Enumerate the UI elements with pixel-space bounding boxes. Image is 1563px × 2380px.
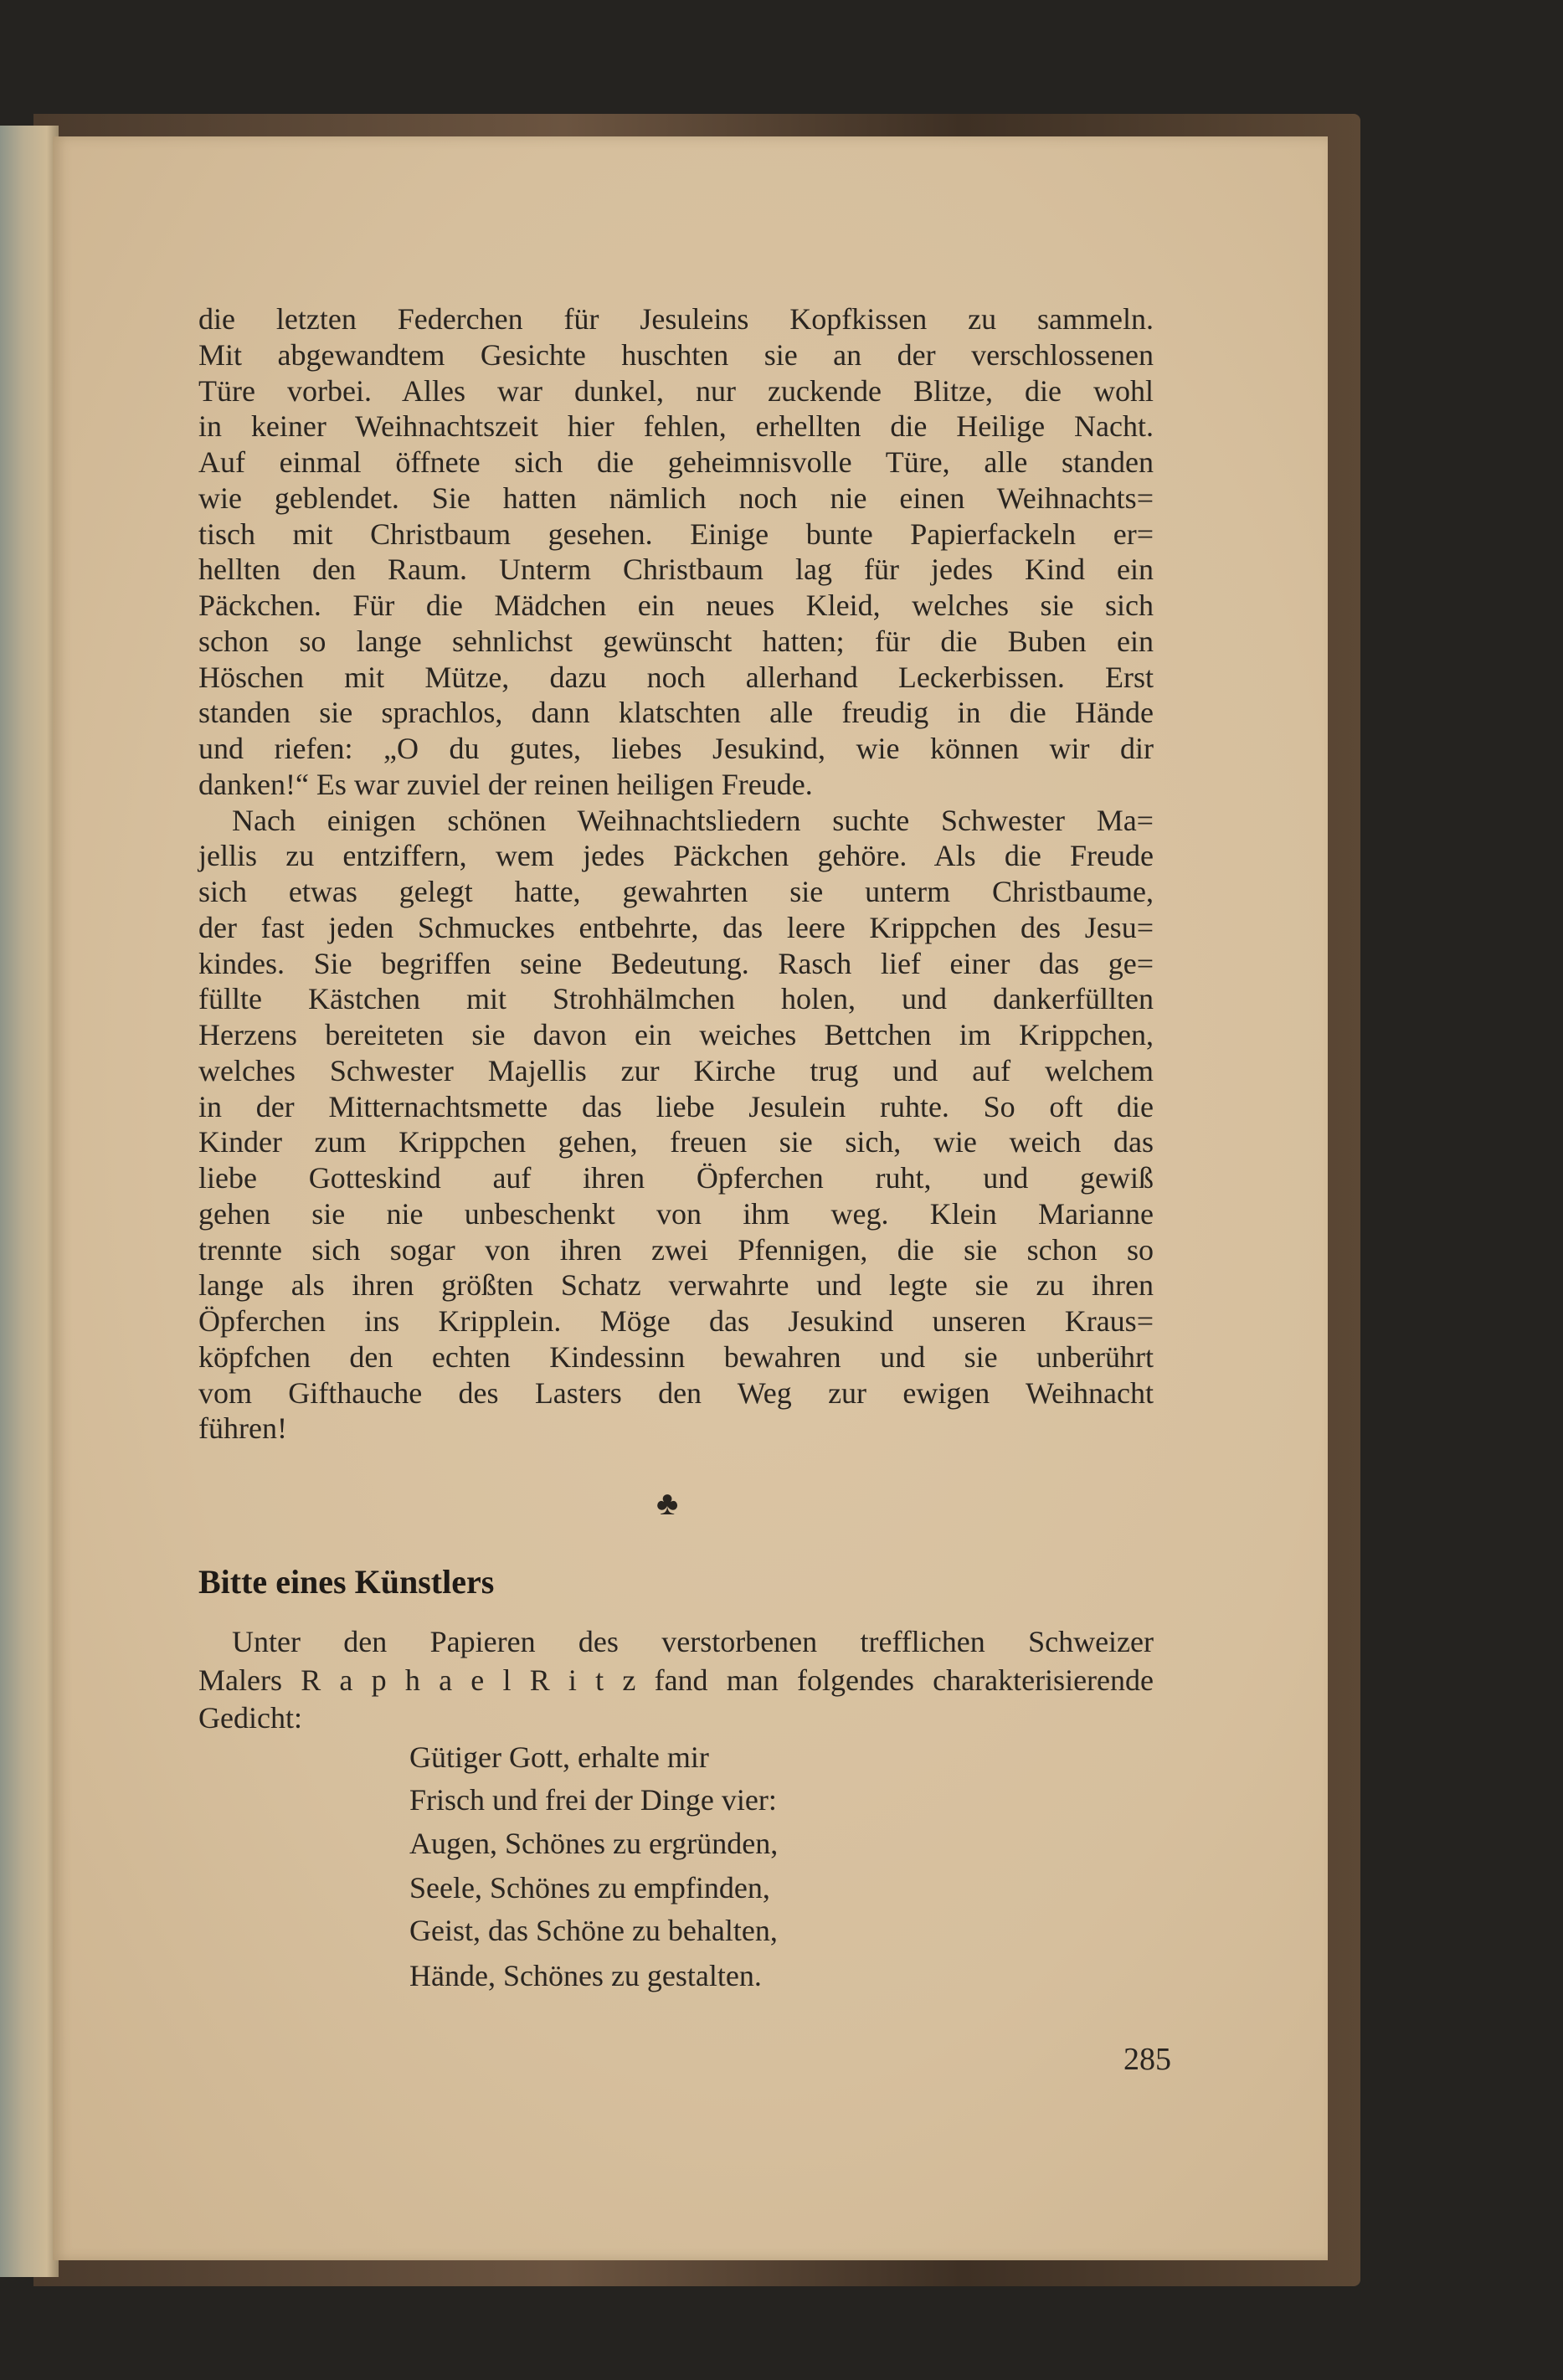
poem-line: Geist, das Schöne zu behalten, (409, 1914, 778, 1947)
text-line: liebe Gotteskind auf ihren Öpferchen ruht, und gewiß (198, 1161, 1154, 1195)
text-line: führen! (198, 1411, 287, 1446)
poem-line: Seele, Schönes zu empfinden, (409, 1871, 770, 1905)
text-line: Kinder zum Krippchen gehen, freuen sie sich, wie weich das (198, 1125, 1154, 1159)
text-line: füllte Kästchen mit Strohhälmchen holen, und dankerfüllten (198, 982, 1154, 1016)
text-line: Auf einmal öffnete sich die geheimnisvolle Türe, alle standen (198, 445, 1154, 479)
text-line: Öpferchen ins Kripplein. Möge das Jesukind unseren Kraus= (198, 1304, 1154, 1338)
text-line: Herzens bereiteten sie davon ein weiches Bettchen im Krippchen, (198, 1018, 1154, 1051)
text-line: danken!“ Es war zuviel der reinen heiligen Freude. (198, 767, 813, 801)
poem-line: Hände, Schönes zu gestalten. (409, 1959, 762, 1992)
text-line: Malers R a p h a e l R i t z fand man folgendes charakterisierende (198, 1663, 1154, 1697)
section-ornament: ♣ (656, 1484, 679, 1522)
section-heading: Bitte eines Künstlers (198, 1563, 495, 1601)
text-line: gehen sie nie unbeschenkt von ihm weg. Klein Marianne (198, 1196, 1154, 1231)
text-line: köpfchen den echten Kindessinn bewahren und sie unberührt (198, 1339, 1154, 1374)
text-line: der fast jeden Schmuckes entbehrte, das leere Krippchen des Jesu= (198, 910, 1154, 944)
poem-line: Gütiger Gott, erhalte mir (409, 1740, 709, 1774)
text-line: vom Gifthauche des Lasters den Weg zur ewigen Weihnacht (198, 1375, 1154, 1410)
text-line: welches Schwester Majellis zur Kirche trug und auf welchem (198, 1053, 1154, 1087)
text-line: standen sie sprachlos, dann klatschten alle freudig in die Hände (198, 696, 1154, 730)
text-line: wie geblendet. Sie hatten nämlich noch nie einen Weihnachts= (198, 481, 1154, 515)
poem-line: Frisch und frei der Dinge vier: (409, 1783, 777, 1817)
text-line: schon so lange sehnlichst gewünscht hatten; für die Buben ein (198, 624, 1154, 658)
text-line: Unter den Papieren des verstorbenen trefflichen Schweizer (232, 1625, 1154, 1658)
text-line: Türe vorbei. Alles war dunkel, nur zuckende Blitze, die wohl (198, 373, 1154, 408)
text-line: hellten den Raum. Unterm Christbaum lag für jedes Kind ein (198, 553, 1154, 587)
text-line: Nach einigen schönen Weihnachtsliedern suchte Schwester Ma= (232, 803, 1154, 837)
text-line: und riefen: „O du gutes, liebes Jesukind, wie können wir dir (198, 732, 1154, 765)
left-page-edge (0, 126, 59, 2277)
text-line: lange als ihren größten Schatz verwahrte und legte sie zu ihren (198, 1268, 1154, 1303)
text-line: Höschen mit Mütze, dazu noch allerhand Leckerbissen. Erst (198, 660, 1154, 694)
text-line: Gedicht: (198, 1701, 302, 1735)
text-line: trennte sich sogar von ihren zwei Pfennigen, die sie schon so (198, 1232, 1154, 1267)
poem-line: Augen, Schönes zu ergründen, (409, 1827, 779, 1860)
text-line: jellis zu entziffern, wem jedes Päckchen gehöre. Als die Freude (198, 839, 1154, 873)
text-line: Mit abgewandtem Gesichte huschten sie an der verschlossenen (198, 337, 1154, 372)
text-line: tisch mit Christbaum gesehen. Einige bunte Papierfackeln er= (198, 517, 1154, 551)
page-number: 285 (1123, 2042, 1171, 2077)
text-line: sich etwas gelegt hatte, gewahrten sie unterm Christbaume, (198, 875, 1154, 908)
text-line: kindes. Sie begriffen seine Bedeutung. Rasch lief einer das ge= (198, 946, 1154, 980)
text-line: in keiner Weihnachtszeit hier fehlen, erhellten die Heilige Nacht. (198, 409, 1154, 444)
text-line: in der Mitternachtsmette das liebe Jesulein ruhte. So oft die (198, 1089, 1154, 1123)
text-line: Päckchen. Für die Mädchen ein neues Kleid, welches sie sich (198, 589, 1154, 622)
text-line: die letzten Federchen für Jesuleins Kopfkissen zu sammeln. (198, 302, 1154, 336)
